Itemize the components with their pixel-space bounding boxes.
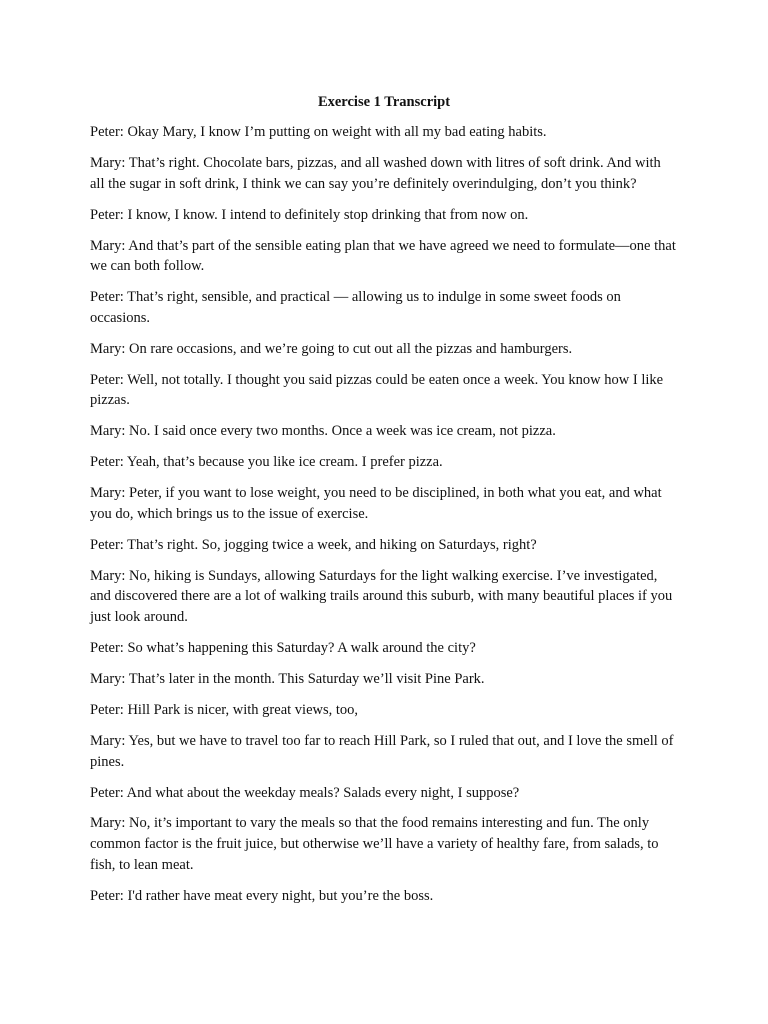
dialogue-line: Peter: Well, not totally. I thought you said pizzas could be eaten once a week. You know how I like pizzas. (90, 371, 664, 409)
dialogue-line: Peter: I know, I know. I intend to definitely stop drinking that from now on. (90, 206, 529, 223)
dialogue-line: Mary: And that’s part of the sensible eating plan that we have agreed we need to formulate—one that we can both follow. (90, 237, 676, 275)
dialogue-line: Peter: And what about the weekday meals? Salads every night, I suppose? (90, 784, 520, 801)
dialogue-line: Mary: No, it’s important to vary the meals so that the food remains interesting and fun. The only common factor is the fruit juice, but otherwise we’ll have a variety of healthy fare, from salads, to fish, to lean meat. (90, 815, 659, 873)
dialogue-line: Peter: So what’s happening this Saturday? A walk around the city? (90, 639, 476, 656)
dialogue-line: Peter: Hill Park is nicer, with great views, too, (90, 701, 359, 718)
dialogue-line: Peter: That’s right. So, jogging twice a week, and hiking on Saturdays, right? (90, 536, 537, 553)
dialogue-line: Mary: On rare occasions, and we’re going to cut out all the pizzas and hamburgers. (90, 340, 573, 357)
dialogue-line: Peter: Okay Mary, I know I’m putting on weight with all my bad eating habits. (90, 124, 547, 140)
dialogue-line: Mary: Peter, if you want to lose weight, you need to be disciplined, in both what you eat, and what you do, which brings us to the issue of exercise. (90, 485, 662, 522)
dialogue-line: Mary: No, hiking is Sundays, allowing Saturdays for the light walking exercise. I’ve investigated, and discovered there are a lot of walking trails around this suburb, with many beautiful places if you just look around. (90, 567, 673, 625)
dialogue-line: Mary: Yes, but we have to travel too far to reach Hill Park, so I ruled that out, and I love the smell of pines. (90, 732, 674, 770)
dialogue-line: Mary: That’s later in the month. This Saturday we’ll visit Pine Park. (90, 670, 485, 687)
document-body (90, 92, 678, 917)
dialogue-line: Peter: Yeah, that’s because you like ice cream. I prefer pizza. (90, 454, 443, 471)
dialogue-line: Mary: No. I said once every two months. Once a week was ice cream, not pizza. (90, 423, 556, 440)
page-title: Exercise 1 Transcript (317, 94, 451, 110)
dialogue-line: Mary: That’s right. Chocolate bars, pizzas, and all washed down with litres of soft drink. And with all the sugar in soft drink, I think we can say you’re definitely overindulging, don’t you think? (90, 154, 661, 192)
dialogue-line: Peter: I'd rather have meat every night, but you’re the boss. (90, 887, 434, 904)
dialogue-line: Peter: That’s right, sensible, and practical — allowing us to indulge in some sweet foods on occasions. (90, 289, 621, 326)
